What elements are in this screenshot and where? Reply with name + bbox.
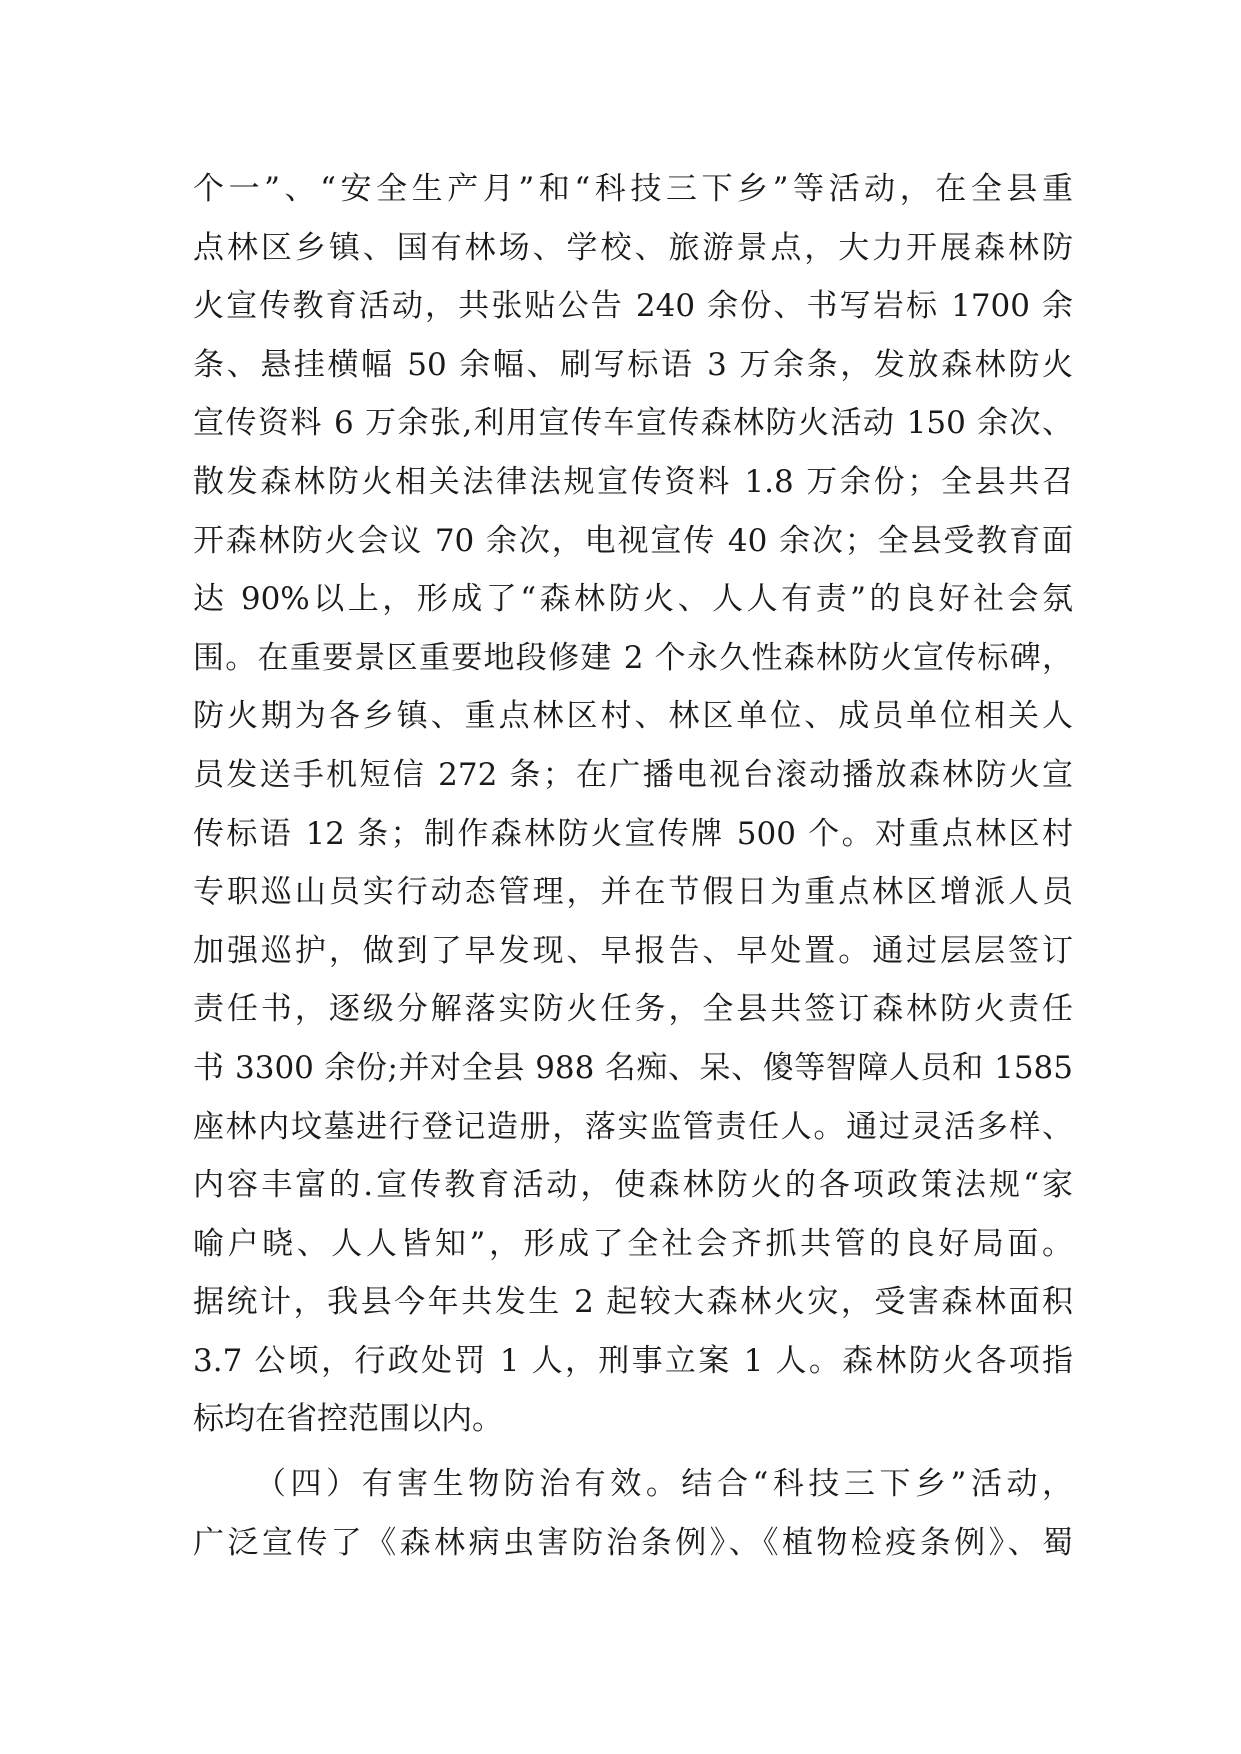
- text-line: 条、悬挂横幅 50 余幅、刷写标语 3 万余条，发放森林防火: [193, 346, 1073, 383]
- paragraph-1: [193, 160, 1073, 1449]
- text-line: 责任书，逐级分解落实防火任务，全县共签订森林防火责任: [193, 991, 1073, 1028]
- text-line: 达 90%以上，形成了“森林防火、人人有责”的良好社会氛: [193, 581, 1073, 618]
- text-line: 座林内坟墓进行登记造册，落实监管责任人。通过灵活多样、: [193, 1108, 1073, 1145]
- text-line: 围。在重要景区重要地段修建 2 个永久性森林防火宣传标碑，: [193, 639, 1073, 676]
- text-line: 书 3300 余份;并对全县 988 名痴、呆、傻等智障人员和 1585: [193, 1049, 1073, 1086]
- text-line: 广泛宣传了《森林病虫害防治条例》、《植物检疫条例》、蜀: [193, 1524, 1073, 1561]
- text-line: 传标语 12 条；制作森林防火宣传牌 500 个。对重点林区村: [193, 815, 1073, 852]
- paragraph-2: [193, 1455, 1073, 1572]
- text-line: 员发送手机短信 272 条；在广播电视台滚动播放森林防火宣: [193, 756, 1073, 793]
- text-line: 3.7 公顷，行政处罚 1 人，刑事立案 1 人。森林防火各项指: [193, 1342, 1073, 1379]
- text-line: 开森林防火会议 70 余次，电视宣传 40 余次；全县受教育面: [193, 522, 1073, 559]
- text-line: 宣传资料 6 万余张,利用宣传车宣传森林防火活动 150 余次、: [193, 405, 1073, 442]
- text-line: 加强巡护，做到了早发现、早报告、早处置。通过层层签订: [193, 932, 1073, 969]
- text-line: 点林区乡镇、国有林场、学校、旅游景点，大力开展森林防: [193, 229, 1073, 266]
- text-line: 火宣传教育活动，共张贴公告 240 余份、书写岩标 1700 余: [193, 288, 1073, 325]
- text-line: 防火期为各乡镇、重点林区村、林区单位、成员单位相关人: [193, 698, 1073, 735]
- text-line: 内容丰富的.宣传教育活动，使森林防火的各项政策法规“家: [193, 1167, 1073, 1204]
- text-line: 标均在省控范围以内。: [193, 1401, 503, 1438]
- text-line: 专职巡山员实行动态管理，并在节假日为重点林区增派人员: [193, 874, 1073, 911]
- text-line: （四）有害生物防治有效。结合“科技三下乡”活动，: [255, 1466, 1073, 1503]
- text-line: 个一”、“安全生产月”和“科技三下乡”等活动，在全县重: [193, 171, 1073, 207]
- text-line: 据统计，我县今年共发生 2 起较大森林火灾，受害森林面积: [193, 1284, 1073, 1321]
- text-line: 喻户晓、人人皆知”，形成了全社会齐抓共管的良好局面。: [193, 1225, 1073, 1262]
- text-line: 散发森林防火相关法律法规宣传资料 1.8 万余份；全县共召: [193, 463, 1073, 500]
- document-body: [193, 160, 1073, 1572]
